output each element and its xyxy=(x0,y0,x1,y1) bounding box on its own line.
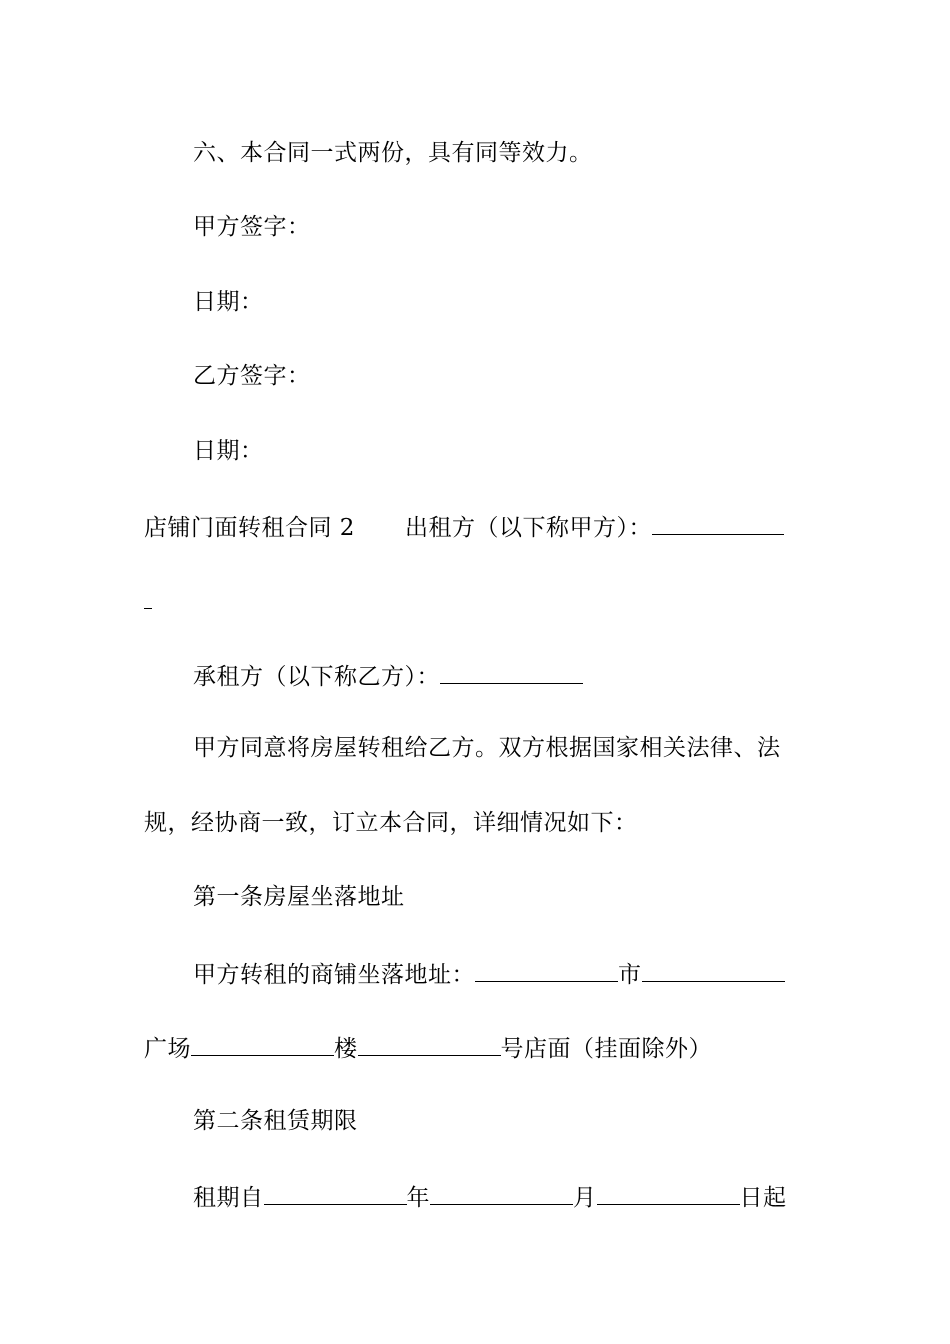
term-year: 年 xyxy=(406,1185,430,1211)
term-month-blank xyxy=(430,1180,573,1205)
address-floor: 楼 xyxy=(334,1036,358,1062)
party-b-signature-label: 乙方签字： xyxy=(193,363,311,389)
lessee-blank xyxy=(440,659,583,684)
term-day: 日起 xyxy=(739,1185,787,1211)
term-year-blank xyxy=(264,1180,407,1205)
party-a-date-label: 日期： xyxy=(193,289,264,315)
address-line-1 xyxy=(193,957,785,990)
clause-six: 六、本合同一式两份，具有同等效力。 xyxy=(193,140,593,166)
address-blank-3 xyxy=(191,1031,334,1056)
lessor-blank-tail xyxy=(144,584,152,609)
address-suffix: 号店面（挂面除外） xyxy=(500,1036,712,1062)
address-blank-4 xyxy=(358,1031,501,1056)
lessor-blank-continuation xyxy=(144,584,152,617)
address-blank-2 xyxy=(642,957,785,982)
term-month: 月 xyxy=(573,1185,597,1211)
term-line xyxy=(193,1180,787,1213)
address-city: 市 xyxy=(618,962,642,988)
party-a-signature-label: 甲方签字： xyxy=(193,214,311,240)
intro-line-2: 规，经协商一致，订立本合同，详细情况如下： xyxy=(144,810,638,836)
term-day-blank xyxy=(597,1180,740,1205)
party-b-date-label: 日期： xyxy=(193,438,264,464)
address-line-2 xyxy=(144,1031,712,1064)
lessor-label: 出租方（以下称甲方）： xyxy=(404,515,652,541)
intro-line-1: 甲方同意将房屋转租给乙方。双方根据国家相关法律、法 xyxy=(193,735,781,761)
article-1-title: 第一条房屋坐落地址 xyxy=(193,884,405,910)
address-prefix: 甲方转租的商铺坐落地址： xyxy=(193,962,475,988)
lessee-label: 承租方（以下称乙方）： xyxy=(193,664,440,690)
contract2-heading-line xyxy=(144,510,784,543)
article-2-title: 第二条租赁期限 xyxy=(193,1108,358,1134)
lessor-blank xyxy=(652,510,784,535)
lessee-line xyxy=(193,659,583,692)
address-blank-1 xyxy=(475,957,618,982)
term-prefix: 租期自 xyxy=(193,1185,264,1211)
address-square: 广场 xyxy=(144,1036,191,1062)
contract2-heading: 店铺门面转租合同 2 xyxy=(144,515,355,541)
